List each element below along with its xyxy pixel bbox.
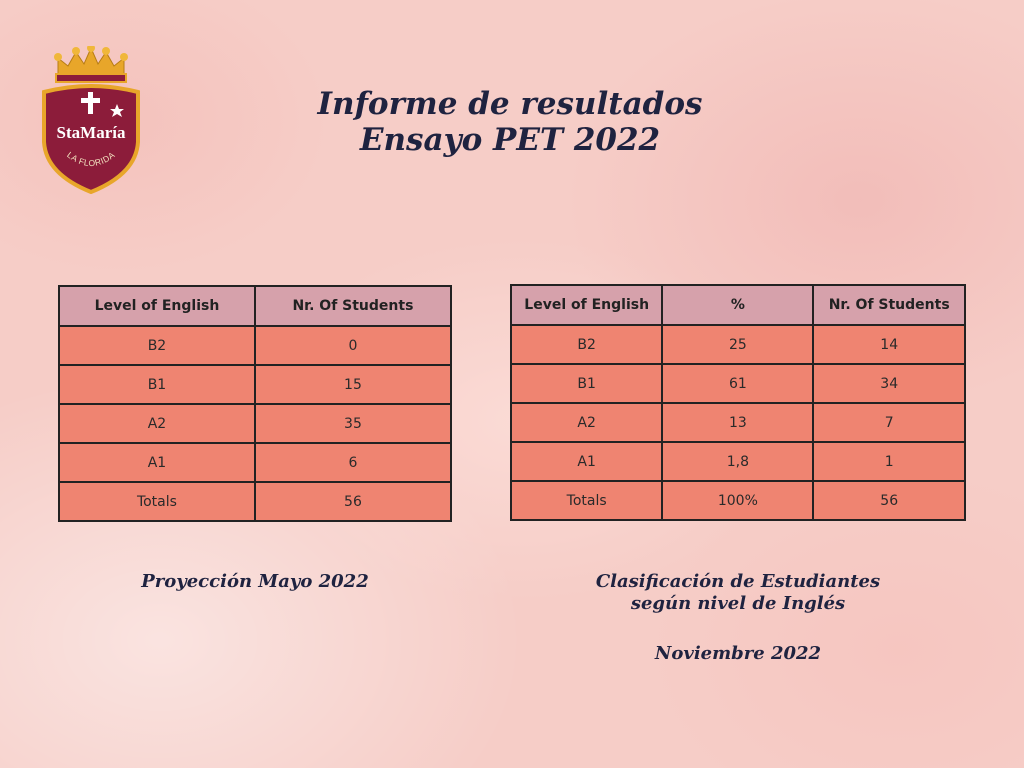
cell-level: B2 <box>511 325 662 364</box>
cell-students: 0 <box>255 326 451 365</box>
date-caption: Noviembre 2022 <box>654 643 822 664</box>
school-logo <box>38 46 144 194</box>
cell-percent: 25 <box>662 325 813 364</box>
totals-row <box>59 482 451 521</box>
cell-students: 15 <box>255 365 451 404</box>
header-students: Nr. Of Students <box>813 285 965 325</box>
crown-icon <box>54 46 128 82</box>
cell-level: Totals <box>59 482 255 521</box>
projection-table <box>58 285 452 522</box>
totals-row <box>511 481 965 520</box>
table-row <box>511 442 965 481</box>
cell-students: 7 <box>813 403 965 442</box>
table-row <box>511 403 965 442</box>
header-level: Level of English <box>511 285 662 325</box>
cell-students: 6 <box>255 443 451 482</box>
cell-level: A1 <box>59 443 255 482</box>
cell-students: 1 <box>813 442 965 481</box>
title-line-1: Informe de resultados <box>317 86 703 122</box>
cell-percent: 100% <box>662 481 813 520</box>
table-header-row <box>511 285 965 325</box>
cell-percent: 13 <box>662 403 813 442</box>
cell-level: A2 <box>511 403 662 442</box>
classification-caption <box>590 571 886 615</box>
header-level: Level of English <box>59 286 255 326</box>
header-percent: % <box>662 285 813 325</box>
table-row <box>59 365 451 404</box>
cell-level: Totals <box>511 481 662 520</box>
title-line-2: Ensayo PET 2022 <box>359 122 661 158</box>
header-students: Nr. Of Students <box>255 286 451 326</box>
table-row <box>511 364 965 403</box>
cell-level: B1 <box>511 364 662 403</box>
logo-subtext: LA FLORIDA <box>65 149 117 169</box>
classification-caption-line-2: según nivel de Inglés <box>630 593 846 614</box>
cell-students: 14 <box>813 325 965 364</box>
cell-students: 34 <box>813 364 965 403</box>
classification-table <box>510 284 966 521</box>
cell-students: 56 <box>813 481 965 520</box>
table-row <box>511 325 965 364</box>
cell-students: 35 <box>255 404 451 443</box>
cell-level: A1 <box>511 442 662 481</box>
projection-caption: Proyección Mayo 2022 <box>141 571 369 592</box>
table-row <box>59 404 451 443</box>
classification-caption-line-1: Clasificación de Estudiantes <box>595 571 881 592</box>
logo-text: StaMaría <box>56 123 126 142</box>
table-row <box>59 326 451 365</box>
cell-students: 56 <box>255 482 451 521</box>
cell-percent: 1,8 <box>662 442 813 481</box>
cell-percent: 61 <box>662 364 813 403</box>
table-header-row <box>59 286 451 326</box>
page-title <box>260 86 760 158</box>
cell-level: B2 <box>59 326 255 365</box>
table-row <box>59 443 451 482</box>
cell-level: B1 <box>59 365 255 404</box>
cell-level: A2 <box>59 404 255 443</box>
